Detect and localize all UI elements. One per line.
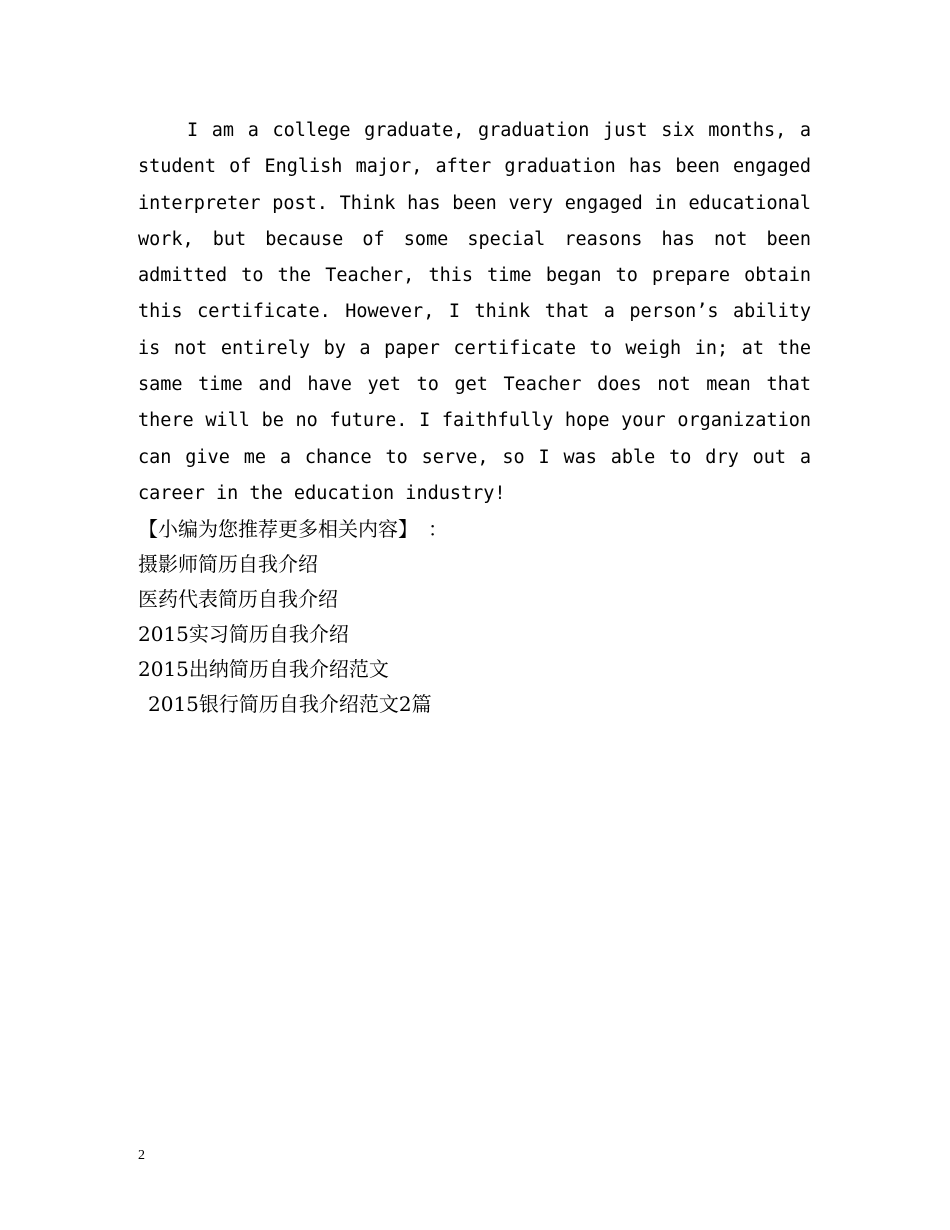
recommend-link-internship[interactable] (138, 622, 838, 646)
recommend-link-label[interactable]: 2015银行简历自我介绍范文2篇 (148, 692, 432, 716)
page-number: 2 (138, 1148, 145, 1163)
recommend-link-label[interactable]: 医药代表简历自我介绍 (138, 587, 338, 611)
recommend-link-photographer[interactable] (138, 552, 838, 576)
recommend-link-cashier[interactable] (138, 657, 838, 681)
recommend-link-bank[interactable] (148, 692, 848, 716)
body-paragraph: I am a college graduate, graduation just six months, a student of English major, after graduation has been engaged interpreter post. Think has been very engaged in educational work, but because of some special reasons has not been admitted to the Teacher, this time began to prepare obtain this certificate. However, I think that a person’s ability is not entirely by a paper certificate to weigh in; at the same time and have yet to get Teacher does not mean that there will be no future. I faithfully hope your organization can give me a chance to serve, so I was able to dry out a career in the education industry! (138, 120, 811, 504)
recommend-link-label[interactable]: 2015实习简历自我介绍 (138, 622, 349, 646)
recommend-heading: 【小编为您推荐更多相关内容】 ： (138, 517, 448, 541)
recommend-link-label[interactable]: 摄影师简历自我介绍 (138, 552, 318, 576)
recommend-link-pharma-rep[interactable] (138, 587, 838, 611)
recommend-link-label[interactable]: 2015出纳简历自我介绍范文 (138, 657, 389, 681)
